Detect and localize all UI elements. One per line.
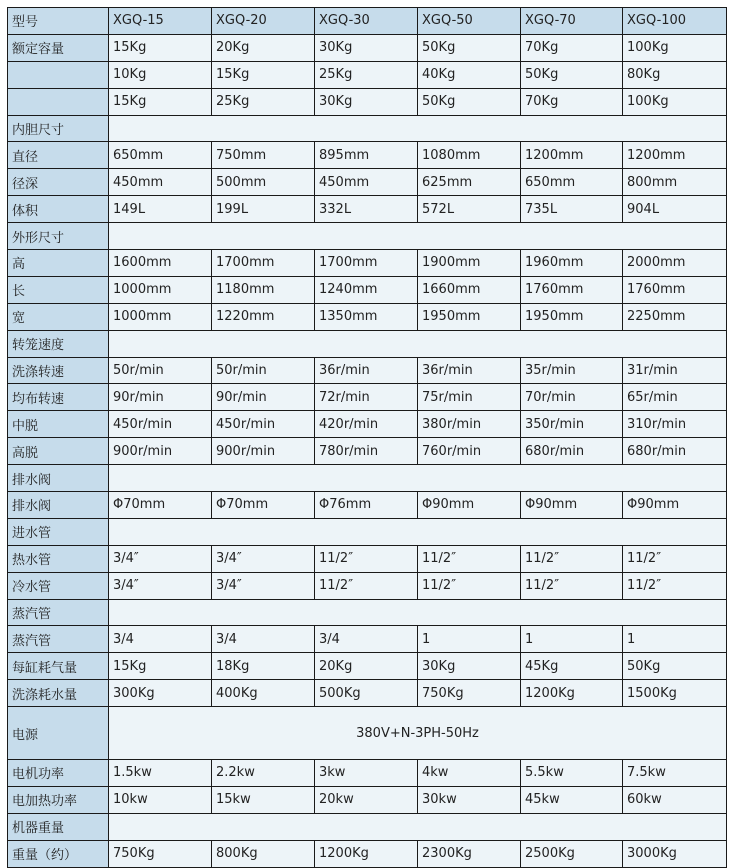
row-label: 蒸汽管 <box>8 626 109 653</box>
value-cell: 400Kg <box>212 680 315 707</box>
value-cell: 650mm <box>109 142 212 169</box>
section-row <box>8 465 727 492</box>
value-cell: 11/2″ <box>418 545 521 572</box>
value-cell: 500Kg <box>315 680 418 707</box>
section-blank-cell <box>109 465 727 492</box>
value-cell: 800mm <box>623 169 727 196</box>
value-cell: 30Kg <box>315 34 418 61</box>
value-cell: 310r/min <box>623 411 727 438</box>
table-row <box>8 626 727 653</box>
table-row <box>8 438 727 465</box>
value-cell: 760r/min <box>418 438 521 465</box>
value-cell: 20Kg <box>315 653 418 680</box>
value-cell: 1200mm <box>521 142 623 169</box>
section-blank-cell <box>109 223 727 250</box>
value-cell: 2250mm <box>623 303 727 330</box>
value-cell: 500mm <box>212 169 315 196</box>
value-cell: 1 <box>418 626 521 653</box>
value-cell: 3/4″ <box>212 572 315 599</box>
row-label: 转笼速度 <box>8 330 109 357</box>
row-label <box>8 61 109 88</box>
value-cell: 149L <box>109 196 212 223</box>
value-cell: 20kw <box>315 786 418 813</box>
value-cell: 72r/min <box>315 384 418 411</box>
row-label: 进水管 <box>8 518 109 545</box>
row-label: 高脱 <box>8 438 109 465</box>
value-cell: 450mm <box>109 169 212 196</box>
row-label: 电机功率 <box>8 759 109 786</box>
value-cell: 3/4″ <box>109 572 212 599</box>
value-cell: 11/2″ <box>315 572 418 599</box>
value-cell: 1700mm <box>212 250 315 277</box>
value-cell: 2000mm <box>623 250 727 277</box>
value-cell: 895mm <box>315 142 418 169</box>
value-cell: Φ70mm <box>109 492 212 519</box>
model-cell: XGQ-100 <box>623 8 727 35</box>
value-cell: Φ90mm <box>623 492 727 519</box>
value-cell: 90r/min <box>109 384 212 411</box>
value-cell: 36r/min <box>315 357 418 384</box>
value-cell: 1960mm <box>521 250 623 277</box>
value-cell: 35r/min <box>521 357 623 384</box>
table-row <box>8 303 727 330</box>
row-label: 洗涤耗水量 <box>8 680 109 707</box>
value-cell: 30Kg <box>315 88 418 115</box>
value-cell: 7.5kw <box>623 759 727 786</box>
value-cell: 420r/min <box>315 411 418 438</box>
spec-table <box>7 7 727 868</box>
value-cell: 1080mm <box>418 142 521 169</box>
value-cell: 30Kg <box>418 653 521 680</box>
value-cell: 1900mm <box>418 250 521 277</box>
row-label: 电源 <box>8 707 109 760</box>
section-blank-cell <box>109 518 727 545</box>
value-cell: 1760mm <box>623 276 727 303</box>
section-row <box>8 223 727 250</box>
value-cell: 904L <box>623 196 727 223</box>
section-row <box>8 813 727 840</box>
model-cell: XGQ-30 <box>315 8 418 35</box>
value-cell: 1.5kw <box>109 759 212 786</box>
value-cell: 15Kg <box>109 34 212 61</box>
table-row <box>8 680 727 707</box>
value-cell: 2.2kw <box>212 759 315 786</box>
table-row <box>8 545 727 572</box>
value-cell: 11/2″ <box>521 545 623 572</box>
model-cell: XGQ-50 <box>418 8 521 35</box>
row-label: 直径 <box>8 142 109 169</box>
value-cell: 680r/min <box>623 438 727 465</box>
row-label: 体积 <box>8 196 109 223</box>
section-row <box>8 330 727 357</box>
row-label <box>8 88 109 115</box>
value-cell: 650mm <box>521 169 623 196</box>
row-label: 排水阀 <box>8 492 109 519</box>
table-row <box>8 707 727 760</box>
model-cell: XGQ-15 <box>109 8 212 35</box>
value-cell: 572L <box>418 196 521 223</box>
row-label: 内胆尺寸 <box>8 115 109 142</box>
row-label: 冷水管 <box>8 572 109 599</box>
value-cell: 30kw <box>418 786 521 813</box>
value-cell: 31r/min <box>623 357 727 384</box>
row-label: 外形尺寸 <box>8 223 109 250</box>
merged-value-cell: 380V+N-3PH-50Hz <box>109 707 727 760</box>
value-cell: 11/2″ <box>623 545 727 572</box>
value-cell: 1350mm <box>315 303 418 330</box>
table-row <box>8 653 727 680</box>
row-label: 宽 <box>8 303 109 330</box>
value-cell: 2500Kg <box>521 840 623 867</box>
value-cell: 450r/min <box>109 411 212 438</box>
value-cell: 75r/min <box>418 384 521 411</box>
header-label: 型号 <box>8 8 109 35</box>
section-row <box>8 115 727 142</box>
table-row <box>8 759 727 786</box>
value-cell: 1700mm <box>315 250 418 277</box>
row-label: 每缸耗气量 <box>8 653 109 680</box>
value-cell: 1200Kg <box>315 840 418 867</box>
value-cell: 1000mm <box>109 276 212 303</box>
value-cell: 4kw <box>418 759 521 786</box>
value-cell: 45kw <box>521 786 623 813</box>
section-blank-cell <box>109 115 727 142</box>
value-cell: 5.5kw <box>521 759 623 786</box>
value-cell: 70r/min <box>521 384 623 411</box>
row-label: 重量（约） <box>8 840 109 867</box>
value-cell: 3/4 <box>109 626 212 653</box>
table-row <box>8 357 727 384</box>
value-cell: 625mm <box>418 169 521 196</box>
value-cell: 50Kg <box>418 34 521 61</box>
value-cell: 45Kg <box>521 653 623 680</box>
table-row <box>8 142 727 169</box>
table-row <box>8 840 727 867</box>
model-cell: XGQ-20 <box>212 8 315 35</box>
value-cell: 1500Kg <box>623 680 727 707</box>
value-cell: Φ70mm <box>212 492 315 519</box>
value-cell: 100Kg <box>623 88 727 115</box>
table-row <box>8 169 727 196</box>
value-cell: 1 <box>623 626 727 653</box>
section-blank-cell <box>109 599 727 626</box>
table-row <box>8 572 727 599</box>
value-cell: 90r/min <box>212 384 315 411</box>
table-row <box>8 384 727 411</box>
value-cell: 25Kg <box>212 88 315 115</box>
value-cell: 450mm <box>315 169 418 196</box>
value-cell: 11/2″ <box>521 572 623 599</box>
row-label: 热水管 <box>8 545 109 572</box>
value-cell: 450r/min <box>212 411 315 438</box>
value-cell: 10kw <box>109 786 212 813</box>
value-cell: 50Kg <box>623 653 727 680</box>
value-cell: 15Kg <box>109 88 212 115</box>
value-cell: 3/4 <box>212 626 315 653</box>
value-cell: 1950mm <box>418 303 521 330</box>
value-cell: Φ76mm <box>315 492 418 519</box>
value-cell: 1950mm <box>521 303 623 330</box>
value-cell: 1600mm <box>109 250 212 277</box>
value-cell: 750Kg <box>109 840 212 867</box>
table-row <box>8 786 727 813</box>
row-label: 机器重量 <box>8 813 109 840</box>
section-blank-cell <box>109 330 727 357</box>
value-cell: 18Kg <box>212 653 315 680</box>
value-cell: 50Kg <box>521 61 623 88</box>
value-cell: 780r/min <box>315 438 418 465</box>
row-label: 排水阀 <box>8 465 109 492</box>
value-cell: 3kw <box>315 759 418 786</box>
value-cell: 380r/min <box>418 411 521 438</box>
header-row <box>8 8 727 35</box>
value-cell: 3/4 <box>315 626 418 653</box>
value-cell: 680r/min <box>521 438 623 465</box>
value-cell: 1000mm <box>109 303 212 330</box>
value-cell: Φ90mm <box>418 492 521 519</box>
row-label: 洗涤转速 <box>8 357 109 384</box>
value-cell: 3/4″ <box>212 545 315 572</box>
value-cell: 350r/min <box>521 411 623 438</box>
value-cell: 10Kg <box>109 61 212 88</box>
value-cell: 20Kg <box>212 34 315 61</box>
value-cell: 900r/min <box>212 438 315 465</box>
value-cell: 300Kg <box>109 680 212 707</box>
value-cell: 800Kg <box>212 840 315 867</box>
value-cell: 50r/min <box>212 357 315 384</box>
value-cell: 735L <box>521 196 623 223</box>
row-label: 高 <box>8 250 109 277</box>
table-row <box>8 411 727 438</box>
value-cell: 332L <box>315 196 418 223</box>
row-label: 长 <box>8 276 109 303</box>
value-cell: 1180mm <box>212 276 315 303</box>
value-cell: 2300Kg <box>418 840 521 867</box>
value-cell: Φ90mm <box>521 492 623 519</box>
row-label: 中脱 <box>8 411 109 438</box>
value-cell: 1240mm <box>315 276 418 303</box>
table-row <box>8 492 727 519</box>
value-cell: 1760mm <box>521 276 623 303</box>
table-row <box>8 61 727 88</box>
value-cell: 65r/min <box>623 384 727 411</box>
section-row <box>8 599 727 626</box>
value-cell: 750mm <box>212 142 315 169</box>
value-cell: 3/4″ <box>109 545 212 572</box>
value-cell: 750Kg <box>418 680 521 707</box>
value-cell: 1 <box>521 626 623 653</box>
value-cell: 1200Kg <box>521 680 623 707</box>
row-label: 蒸汽管 <box>8 599 109 626</box>
value-cell: 1660mm <box>418 276 521 303</box>
table-row <box>8 88 727 115</box>
section-row <box>8 518 727 545</box>
table-row <box>8 34 727 61</box>
value-cell: 40Kg <box>418 61 521 88</box>
value-cell: 70Kg <box>521 34 623 61</box>
section-blank-cell <box>109 813 727 840</box>
row-label: 额定容量 <box>8 34 109 61</box>
row-label: 均布转速 <box>8 384 109 411</box>
value-cell: 70Kg <box>521 88 623 115</box>
model-cell: XGQ-70 <box>521 8 623 35</box>
value-cell: 11/2″ <box>315 545 418 572</box>
value-cell: 36r/min <box>418 357 521 384</box>
value-cell: 1200mm <box>623 142 727 169</box>
value-cell: 50Kg <box>418 88 521 115</box>
table-row <box>8 276 727 303</box>
value-cell: 25Kg <box>315 61 418 88</box>
value-cell: 100Kg <box>623 34 727 61</box>
value-cell: 11/2″ <box>623 572 727 599</box>
value-cell: 199L <box>212 196 315 223</box>
value-cell: 15Kg <box>109 653 212 680</box>
value-cell: 50r/min <box>109 357 212 384</box>
value-cell: 900r/min <box>109 438 212 465</box>
row-label: 径深 <box>8 169 109 196</box>
table-row <box>8 196 727 223</box>
value-cell: 15Kg <box>212 61 315 88</box>
value-cell: 1220mm <box>212 303 315 330</box>
value-cell: 11/2″ <box>418 572 521 599</box>
value-cell: 60kw <box>623 786 727 813</box>
row-label: 电加热功率 <box>8 786 109 813</box>
value-cell: 80Kg <box>623 61 727 88</box>
value-cell: 15kw <box>212 786 315 813</box>
table-row <box>8 250 727 277</box>
value-cell: 3000Kg <box>623 840 727 867</box>
